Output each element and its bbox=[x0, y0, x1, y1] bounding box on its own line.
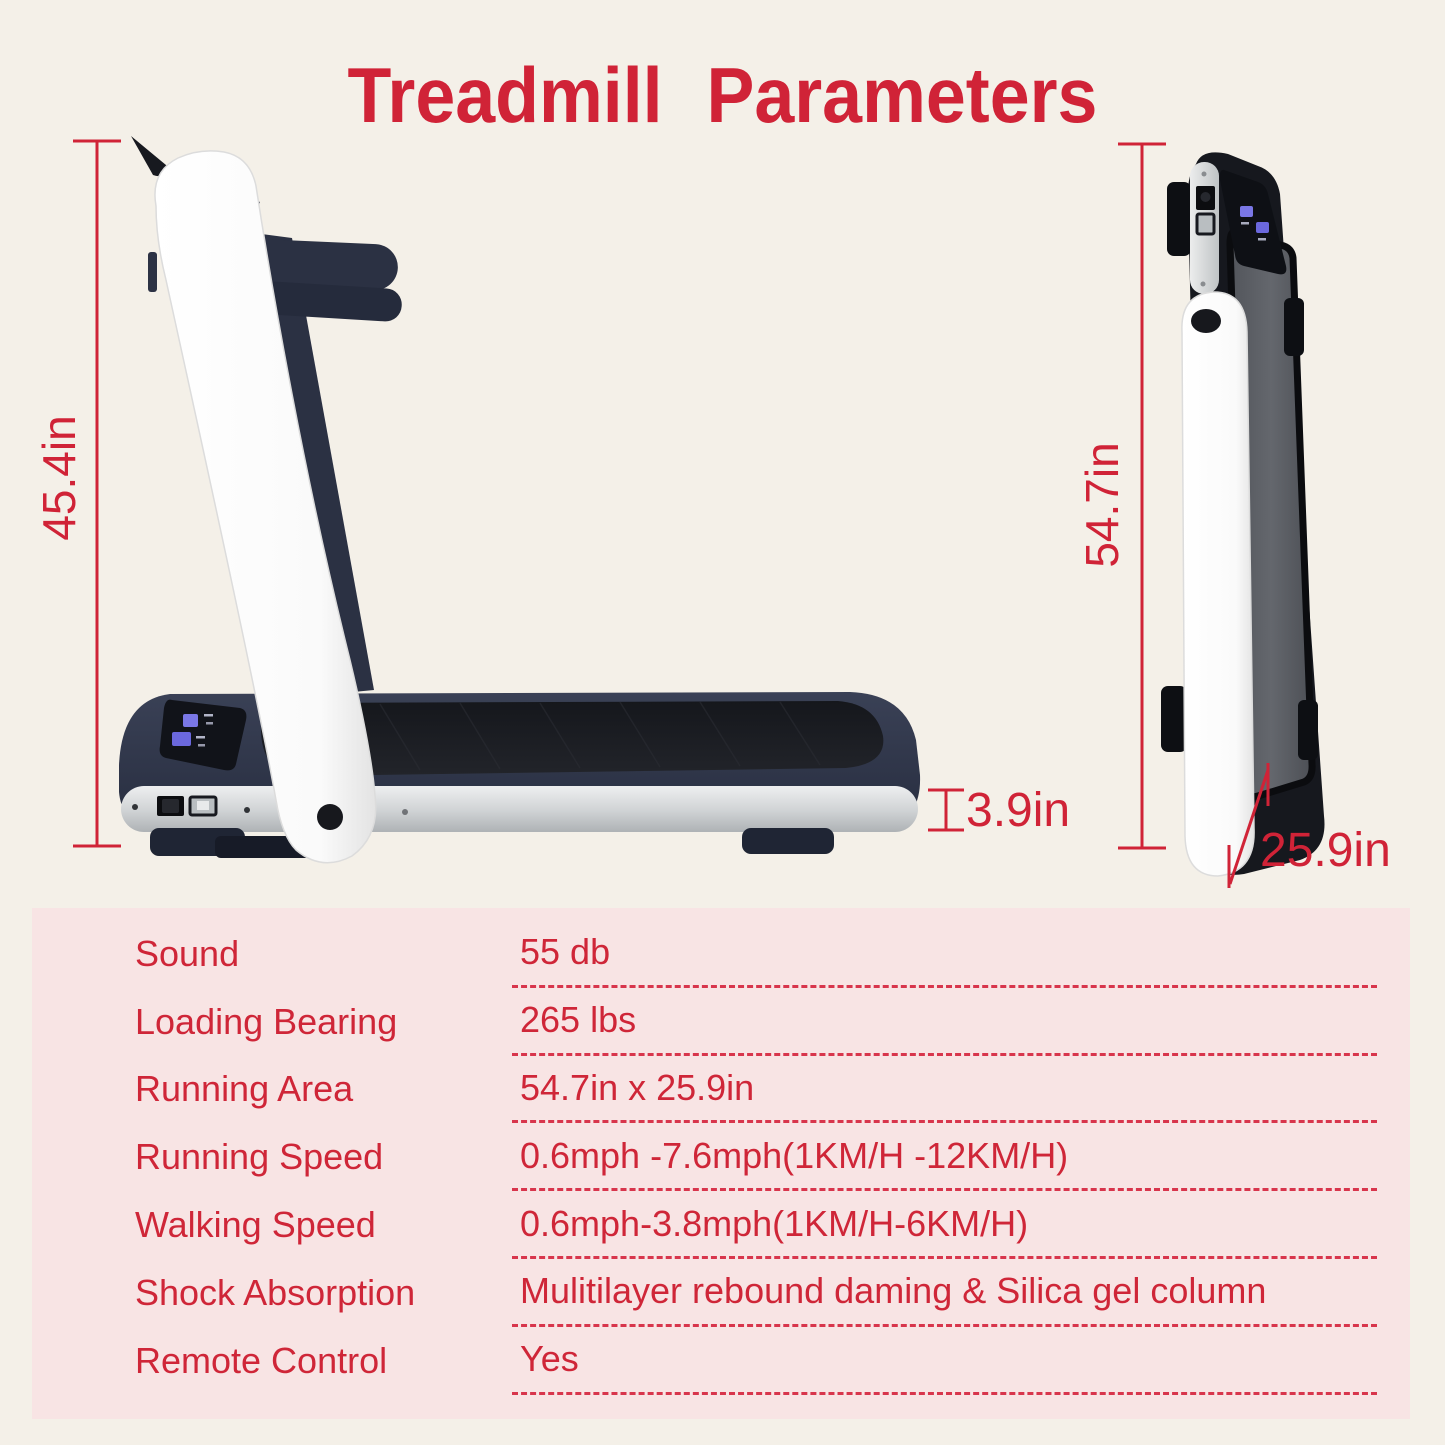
console-marking bbox=[204, 714, 213, 717]
spec-value: 0.6mph-3.8mph(1KM/H-6KM/H) bbox=[520, 1202, 1029, 1244]
spec-value: Mulitilayer rebound daming & Silica gel column bbox=[520, 1270, 1267, 1312]
dim-label-height-folded: 54.7in bbox=[1076, 442, 1128, 568]
spec-divider bbox=[512, 1056, 1377, 1124]
led-screen bbox=[1240, 206, 1253, 217]
rail-screw bbox=[1201, 282, 1206, 287]
spec-label: Loading Bearing bbox=[135, 1000, 398, 1042]
spec-label: Running Speed bbox=[135, 1136, 384, 1178]
spec-row-remote-control bbox=[135, 1327, 1377, 1395]
page-title: Treadmill Parameters bbox=[347, 51, 1098, 139]
side-rail bbox=[121, 786, 918, 832]
dim-label-deck-height: 3.9in bbox=[966, 784, 1071, 837]
spec-row-running-speed bbox=[135, 1123, 1377, 1191]
spec-row-running-area bbox=[135, 1056, 1377, 1124]
foot bbox=[742, 828, 834, 854]
spec-row-loading-bearing bbox=[135, 988, 1377, 1056]
console-marking bbox=[206, 722, 213, 725]
spec-divider bbox=[512, 1327, 1377, 1395]
transport-tab bbox=[1161, 686, 1187, 752]
spec-value: 54.7in x 25.9in bbox=[520, 1066, 755, 1108]
led-screen bbox=[1256, 222, 1269, 233]
spec-panel bbox=[32, 908, 1410, 1419]
console-marking bbox=[1241, 222, 1249, 225]
treadmill-side-view bbox=[119, 136, 920, 863]
spec-label: Remote Control bbox=[135, 1339, 388, 1381]
spec-value: Yes bbox=[520, 1338, 579, 1380]
spec-label: Shock Absorption bbox=[135, 1271, 416, 1313]
frame-clip bbox=[1298, 700, 1318, 760]
led-screen bbox=[183, 714, 198, 727]
spec-divider bbox=[512, 1191, 1377, 1259]
spec-label: Sound bbox=[135, 932, 240, 974]
pillar-hinge-notch bbox=[148, 252, 157, 292]
spec-row-walking-speed bbox=[135, 1191, 1377, 1259]
spec-divider bbox=[512, 1123, 1377, 1191]
spec-value: 265 lbs bbox=[520, 999, 637, 1041]
spec-divider bbox=[512, 1259, 1377, 1327]
power-switch-key bbox=[197, 801, 209, 810]
power-socket-inner bbox=[1201, 192, 1211, 202]
folding-pillar bbox=[1182, 292, 1254, 876]
frame-clip bbox=[1284, 298, 1304, 356]
pivot-cap bbox=[317, 804, 343, 830]
spec-row-shock-absorption bbox=[135, 1259, 1377, 1327]
dim-label-height-unfolded: 45.4in bbox=[33, 415, 85, 541]
rail-screw bbox=[1202, 172, 1207, 177]
console-marking bbox=[196, 736, 205, 739]
spec-rows bbox=[32, 908, 1410, 1395]
rail-screw bbox=[132, 804, 138, 810]
spec-value: 0.6mph -7.6mph(1KM/H -12KM/H) bbox=[520, 1134, 1069, 1176]
spec-divider bbox=[512, 988, 1377, 1056]
power-socket-inner bbox=[162, 799, 179, 813]
spec-label: Running Area bbox=[135, 1068, 354, 1110]
led-screen bbox=[172, 732, 191, 746]
treadmill-folded-view bbox=[1161, 152, 1325, 876]
pivot-cap bbox=[1191, 309, 1221, 333]
spec-value: 55 db bbox=[520, 931, 611, 973]
rail-screw bbox=[244, 807, 250, 813]
dim-label-folded-depth: 25.9in bbox=[1260, 824, 1391, 877]
spec-row-sound bbox=[135, 920, 1377, 988]
power-switch bbox=[1197, 214, 1214, 234]
console-marking bbox=[1258, 238, 1266, 241]
console-marking bbox=[198, 744, 205, 747]
transport-tab bbox=[1167, 182, 1191, 256]
rail-screw bbox=[402, 809, 408, 815]
spec-divider bbox=[512, 920, 1377, 988]
spec-label: Walking Speed bbox=[135, 1204, 376, 1246]
